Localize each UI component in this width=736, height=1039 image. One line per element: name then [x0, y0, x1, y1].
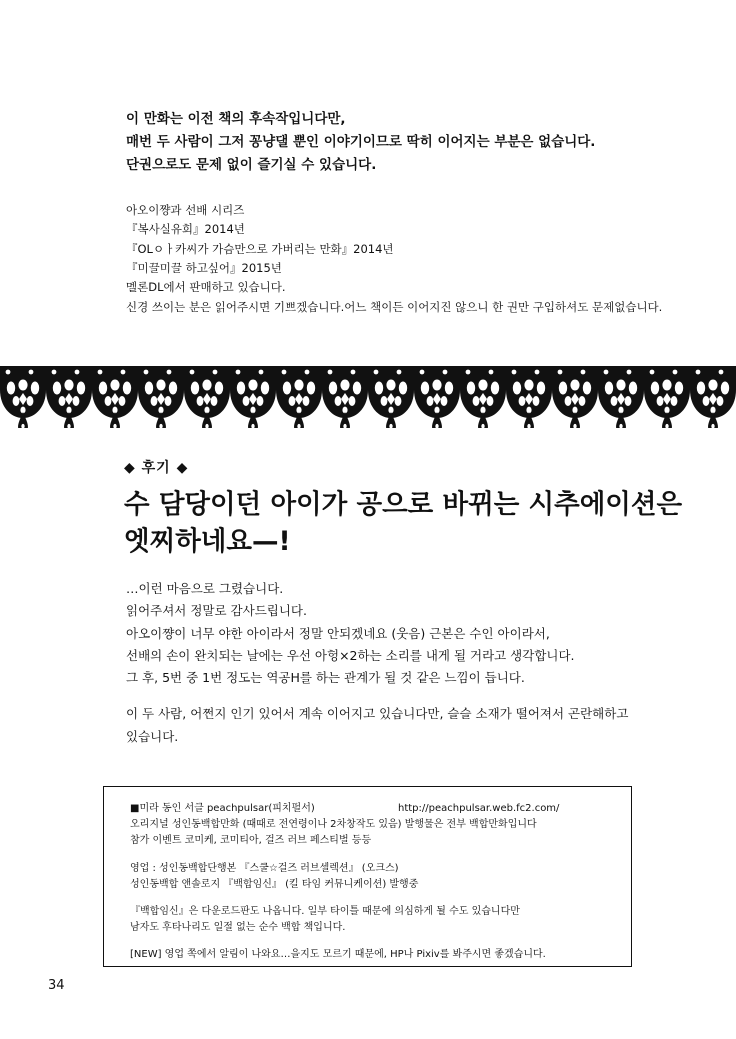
afterword-p1-line-5: 그 후, 5번 중 1번 정도는 역공H를 하는 관계가 될 것 같은 느낌이 듭니다.: [126, 670, 525, 685]
intro-line-1: 이 만화는 이전 책의 후속작입니다만,: [126, 111, 346, 127]
new-notice-group: [130, 947, 609, 963]
circle-info-line-2: 참가 이벤트 코미케, 코미티아, 걸즈 러브 페스티벌 등등: [130, 835, 372, 847]
intro-line-3: 단권으로도 문제 없이 즐기실 수 있습니다.: [126, 157, 377, 174]
afterword-p2-line-1: 이 두 사람, 어쩐지 인기 있어서 계속 이어지고 있습니다만, 슬슬 소재가 떨어져서 곤란해하고: [126, 706, 629, 722]
series-line-1: 아오이쨩과 선배 시리즈: [126, 203, 245, 217]
sales-info-line-1: 영업 : 성인동백합단행본 『스쿨☆걸즈 러브셀렉션』 (오크스): [130, 862, 399, 874]
afterword-paragraph-1: [126, 578, 706, 689]
circle-website-url[interactable]: http://peachpulsar.web.fc2.com/: [398, 803, 560, 814]
series-line-3: 『OLㅇㅏ카씨가 가슴만으로 가버리는 만화』2014년: [126, 241, 394, 256]
afterword-body: [126, 578, 706, 748]
circle-info-line-1: 오리지널 성인동백합만화 (때때로 전연령이나 2차창작도 있음) 발행물은 전부 백합만화입니다: [130, 819, 537, 831]
afterword-p2-line-2: 있습니다.: [126, 728, 179, 744]
series-line-4: 『미끌미끌 하고싶어』2015년: [126, 260, 282, 275]
intro-paragraph: [126, 108, 686, 178]
lace-divider-ornament: [0, 366, 736, 428]
series-line-5: 멜론DL에서 판매하고 있습니다.: [126, 280, 286, 295]
anthology-note-group: [130, 904, 609, 936]
new-notice-line-1: [NEW] 영업 쪽에서 알림이 나와요…을지도 모르기 때문에, HP나 Pixiv를 봐주시면 좋겠습니다.: [130, 949, 546, 961]
page-number: 34: [48, 978, 65, 993]
sales-info-group: [130, 861, 609, 893]
afterword-p1-line-3: 아오이쨩이 너무 야한 아이라서 정말 안되겠네요 (웃음) 근본은 수인 아이라서,: [126, 625, 550, 641]
afterword-p1-line-1: …이런 마음으로 그렸습니다.: [126, 581, 284, 596]
anthology-note-line-2: 남자도 후타나리도 일절 없는 순수 백합 책입니다.: [130, 922, 346, 934]
circle-name-line: ■미라 동인 서클 peachpulsar(피치펄서): [130, 803, 315, 814]
intro-line-2: 매번 두 사람이 그저 꽁냥댈 뿐인 이야기이므로 딱히 이어지는 부분은 없습니다.: [126, 134, 596, 151]
series-list: [126, 201, 711, 317]
circle-info-box: [103, 786, 632, 967]
circle-info-group: [130, 801, 609, 850]
afterword-label: ◆ 후기 ◆: [124, 460, 189, 476]
afterword-title: 수 담당이던 아이가 공으로 바뀌는 시추에이션은 엣찌하네요—!: [124, 489, 683, 557]
afterword-p1-line-4: 선배의 손이 완치되는 날에는 우선 아헝×2하는 소리를 내게 될 거라고 생각합니다.: [126, 647, 575, 663]
afterword-p1-line-2: 읽어주셔서 정말로 감사드립니다.: [126, 603, 307, 619]
anthology-note-line-1: 『백합임신』은 다운로드판도 나옵니다. 일부 타이틀 때문에 의심하게 될 수도 있습니다만: [130, 905, 520, 917]
sales-info-line-2: 성인동백합 앤솔로지 『백합임신』 (킬 타임 커뮤니케이션) 발행중: [130, 878, 419, 890]
series-line-2: 『복사실유희』2014년: [126, 222, 245, 237]
afterword-paragraph-2: [126, 703, 706, 748]
series-line-6: 신경 쓰이는 분은 읽어주시면 기쁘겠습니다.어느 책이든 이어지진 않으니 한 권만 구입하셔도 문제없습니다.: [126, 299, 663, 314]
